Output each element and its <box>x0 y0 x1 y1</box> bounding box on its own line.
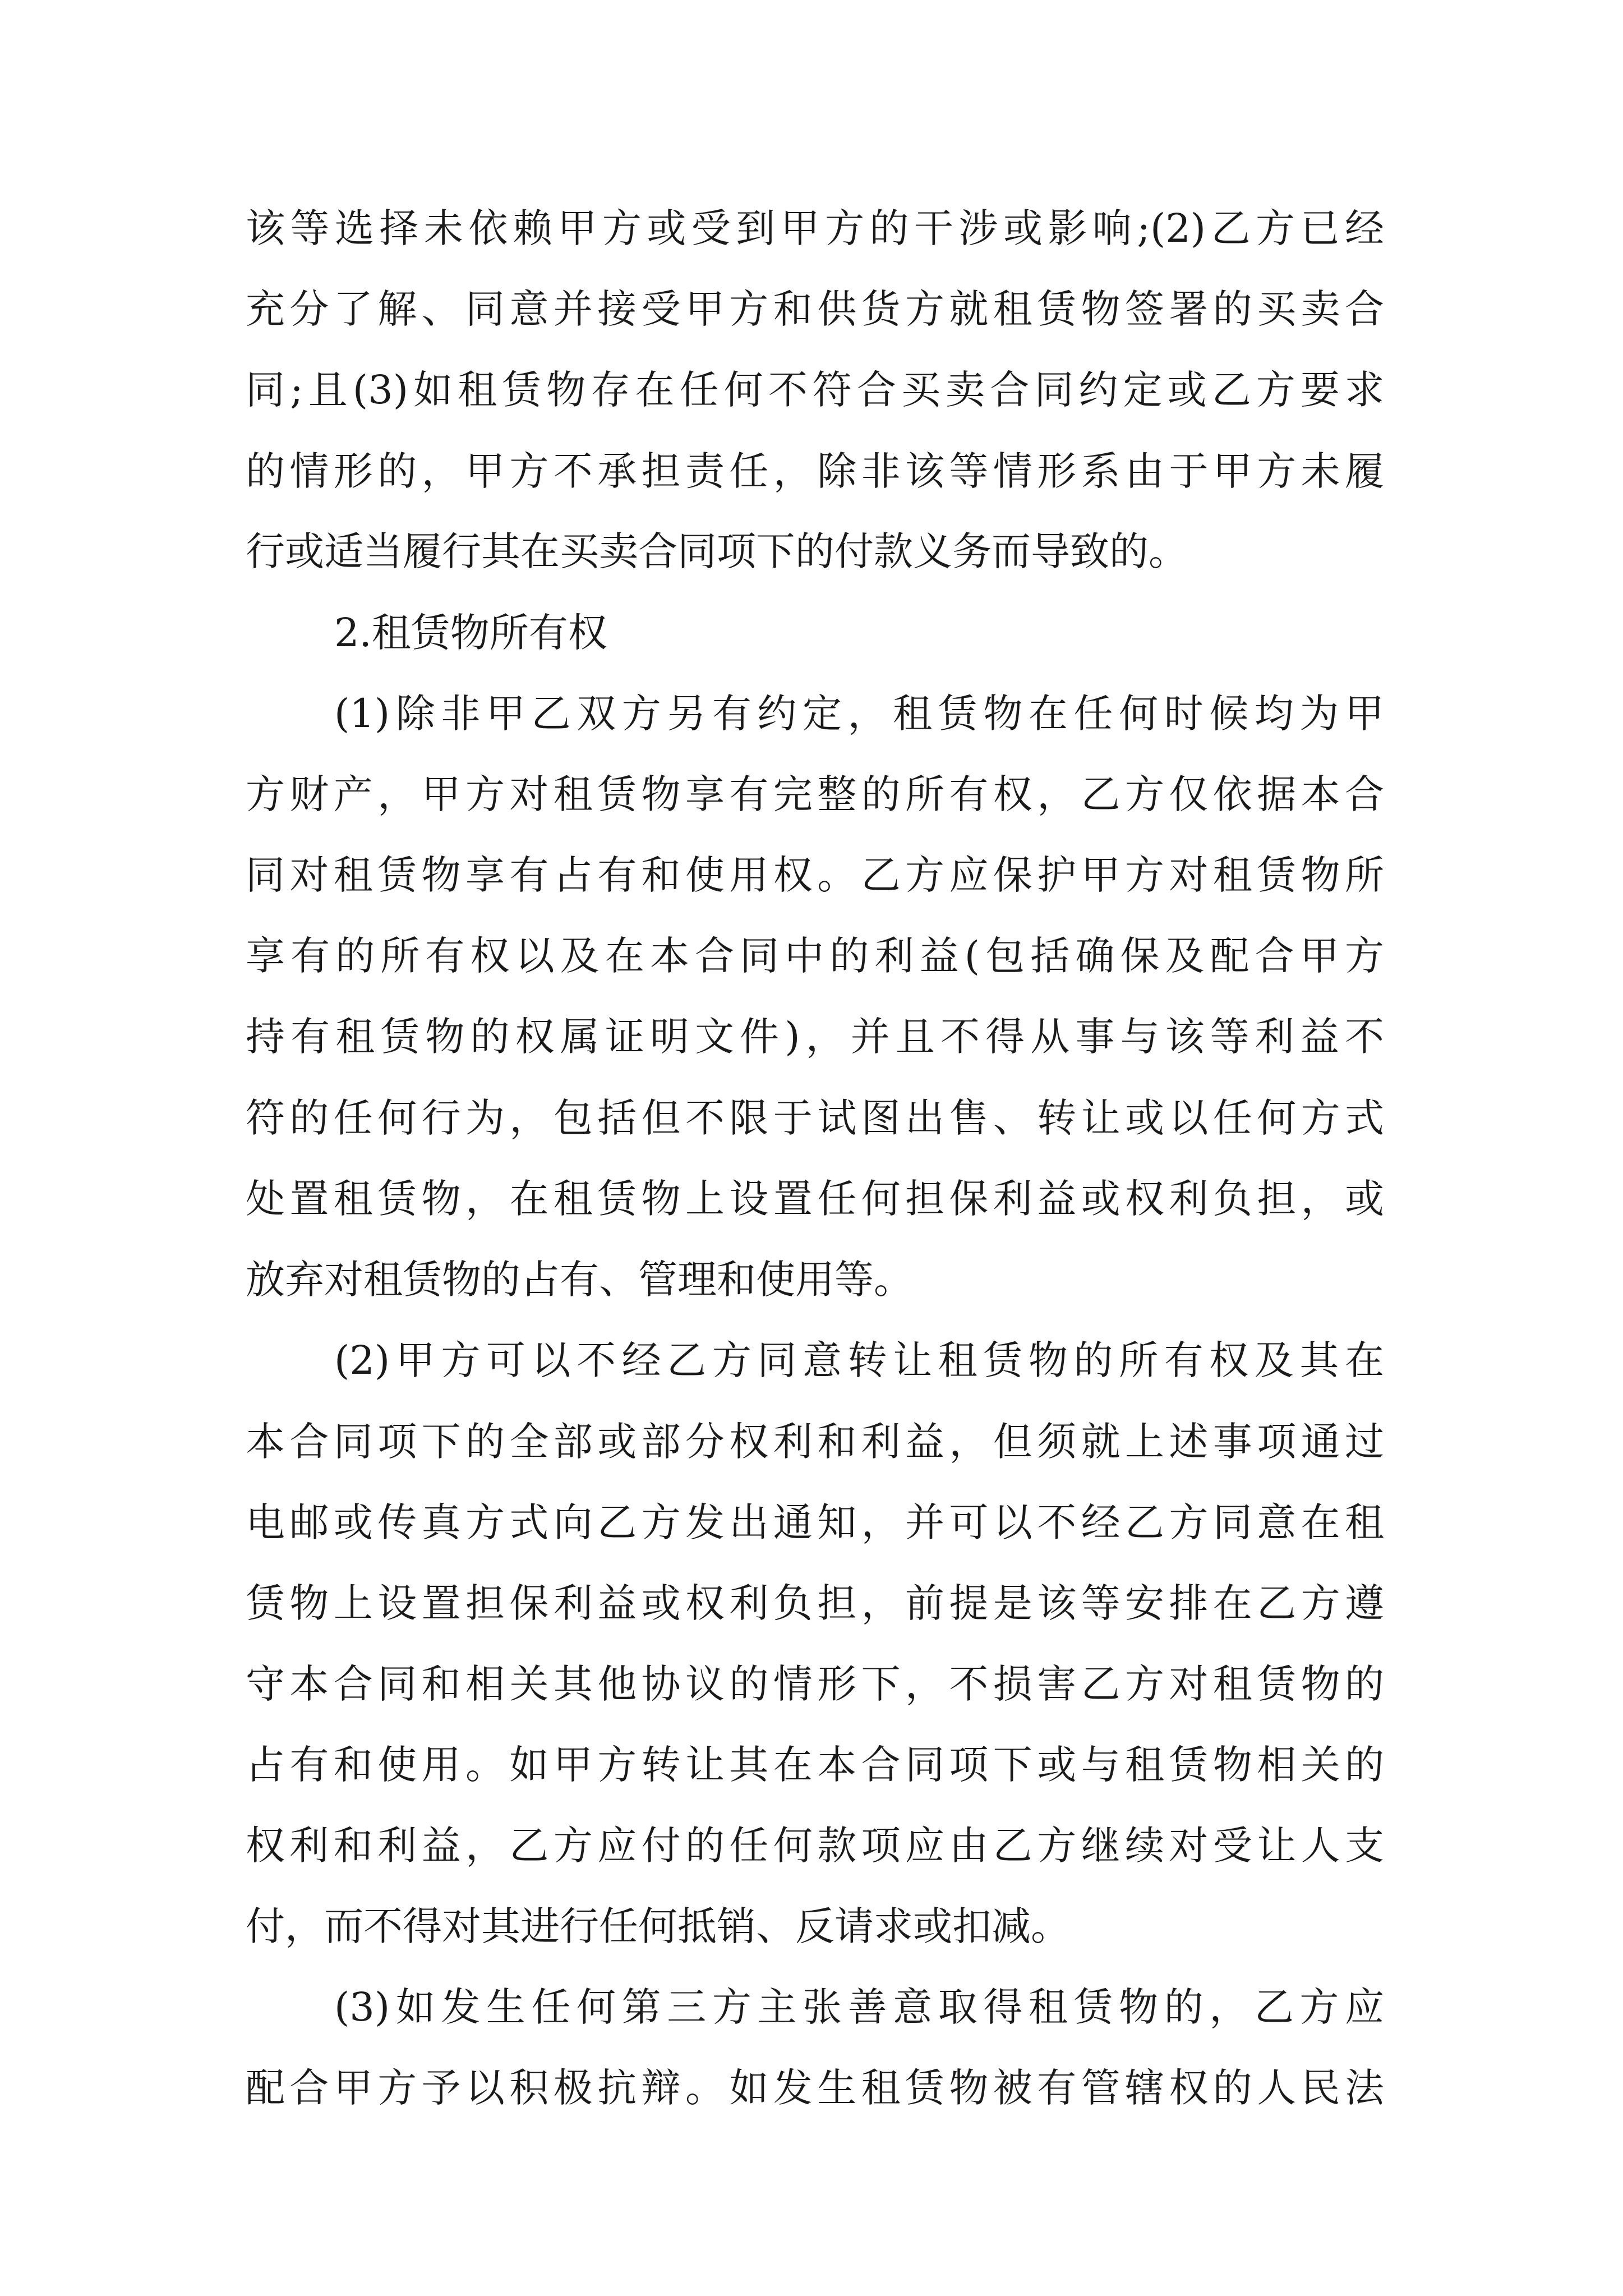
text-line: 符的任何行为，包括但不限于试图出售、转让或以任何方式 <box>246 1095 1384 1141</box>
section-heading: 2.租赁物所有权 <box>334 610 607 656</box>
text-line: (2)甲方可以不经乙方同意转让租赁物的所有权及其在 <box>334 1337 1384 1383</box>
text-line: 同;且(3)如租赁物存在任何不符合买卖合同约定或乙方要求 <box>246 367 1384 413</box>
text-line: 配合甲方予以积极抗辩。如发生租赁物被有管辖权的人民法 <box>246 2065 1384 2111</box>
text-line: 持有租赁物的权属证明文件)，并且不得从事与该等利益不 <box>246 1014 1384 1060</box>
text-line: 享有的所有权以及在本合同中的利益(包括确保及配合甲方 <box>246 933 1384 979</box>
text-line: 守本合同和相关其他协议的情形下，不损害乙方对租赁物的 <box>246 1661 1384 1707</box>
text-line: 的情形的，甲方不承担责任，除非该等情形系由于甲方未履 <box>246 448 1384 494</box>
text-line: 充分了解、同意并接受甲方和供货方就租赁物签署的买卖合 <box>246 286 1384 332</box>
text-line: 权利和利益，乙方应付的任何款项应由乙方继续对受让人支 <box>246 1823 1384 1869</box>
text-line: 放弃对租赁物的占有、管理和使用等。 <box>246 1257 913 1303</box>
text-line: 占有和使用。如甲方转让其在本合同项下或与租赁物相关的 <box>246 1742 1384 1788</box>
text-line: 付，而不得对其进行任何抵销、反请求或扣减。 <box>246 1903 1070 1949</box>
text-line: 方财产，甲方对租赁物享有完整的所有权，乙方仅依据本合 <box>246 771 1384 817</box>
text-line: (1)除非甲乙双方另有约定，租赁物在任何时候均为甲 <box>334 691 1384 737</box>
text-line: 本合同项下的全部或部分权利和利益，但须就上述事项通过 <box>246 1419 1384 1465</box>
text-line: 该等选择未依赖甲方或受到甲方的干涉或影响;(2)乙方已经 <box>246 205 1384 251</box>
text-line: (3)如发生任何第三方主张善意取得租赁物的，乙方应 <box>334 1984 1384 2030</box>
text-line: 赁物上设置担保利益或权利负担，前提是该等安排在乙方遵 <box>246 1580 1384 1626</box>
text-line: 电邮或传真方式向乙方发出通知，并可以不经乙方同意在租 <box>246 1499 1384 1545</box>
text-line: 同对租赁物享有占有和使用权。乙方应保护甲方对租赁物所 <box>246 852 1384 898</box>
text-line: 行或适当履行其在买卖合同项下的付款义务而导致的。 <box>246 528 1188 574</box>
text-line: 处置租赁物，在租赁物上设置任何担保利益或权利负担，或 <box>246 1176 1384 1222</box>
